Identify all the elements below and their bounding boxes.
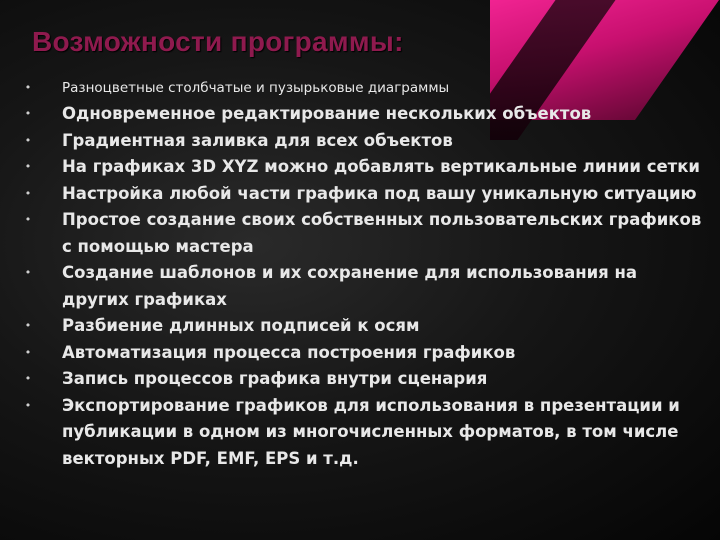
list-item [18,101,708,128]
bullet-icon: • [24,345,32,359]
list-item-text: Запись процессов графика внутри сценария [62,369,488,388]
bullet-icon: • [24,107,32,120]
list-item [18,340,708,367]
bullet-icon: • [24,398,32,412]
list-item-text: Автоматизация процесса построения графиков [62,342,516,362]
feature-list [18,75,708,472]
list-item-text: Разбиение длинных подписей к осям [62,316,420,335]
list-item [18,128,708,155]
list-item [18,313,708,340]
list-item [18,181,708,208]
list-item [18,154,708,181]
bullet-icon: • [24,186,32,200]
bullet-icon: • [24,81,32,94]
list-item-text: Градиентная заливка для всех объектов [62,130,453,150]
slide-title: Возможности программы: [32,26,404,57]
bullet-icon: • [24,213,32,226]
list-item-text: Создание шаблонов и их сохранение для использования на других графиках [62,263,638,309]
list-item [18,260,708,313]
list-item-text: Простое создание своих собственных пользовательских графиков с помощью мастера [62,210,702,256]
list-item [18,207,708,260]
list-item [18,393,708,473]
list-item-text: Экспортирование графиков для использования в презентации и публикации в одном из многочисленных форматов, в том числе векторных PDF, EMF, EPS и т.д. [62,395,680,468]
list-item-text: Настройка любой части графика под вашу уникальную ситуацию [62,183,697,203]
bullet-icon: • [24,160,32,173]
bullet-icon: • [24,372,32,385]
bullet-icon: • [24,133,32,147]
list-item [18,366,708,393]
list-item-text: Разноцветные столбчатые и пузырьковые диаграммы [62,80,450,96]
bullet-icon: • [24,266,32,279]
bullet-icon: • [24,319,32,332]
list-item-text: На графиках 3D XYZ можно добавлять вертикальные линии сетки [62,157,700,176]
list-item-text: Одновременное редактирование нескольких объектов [62,104,592,123]
list-item [18,75,708,101]
